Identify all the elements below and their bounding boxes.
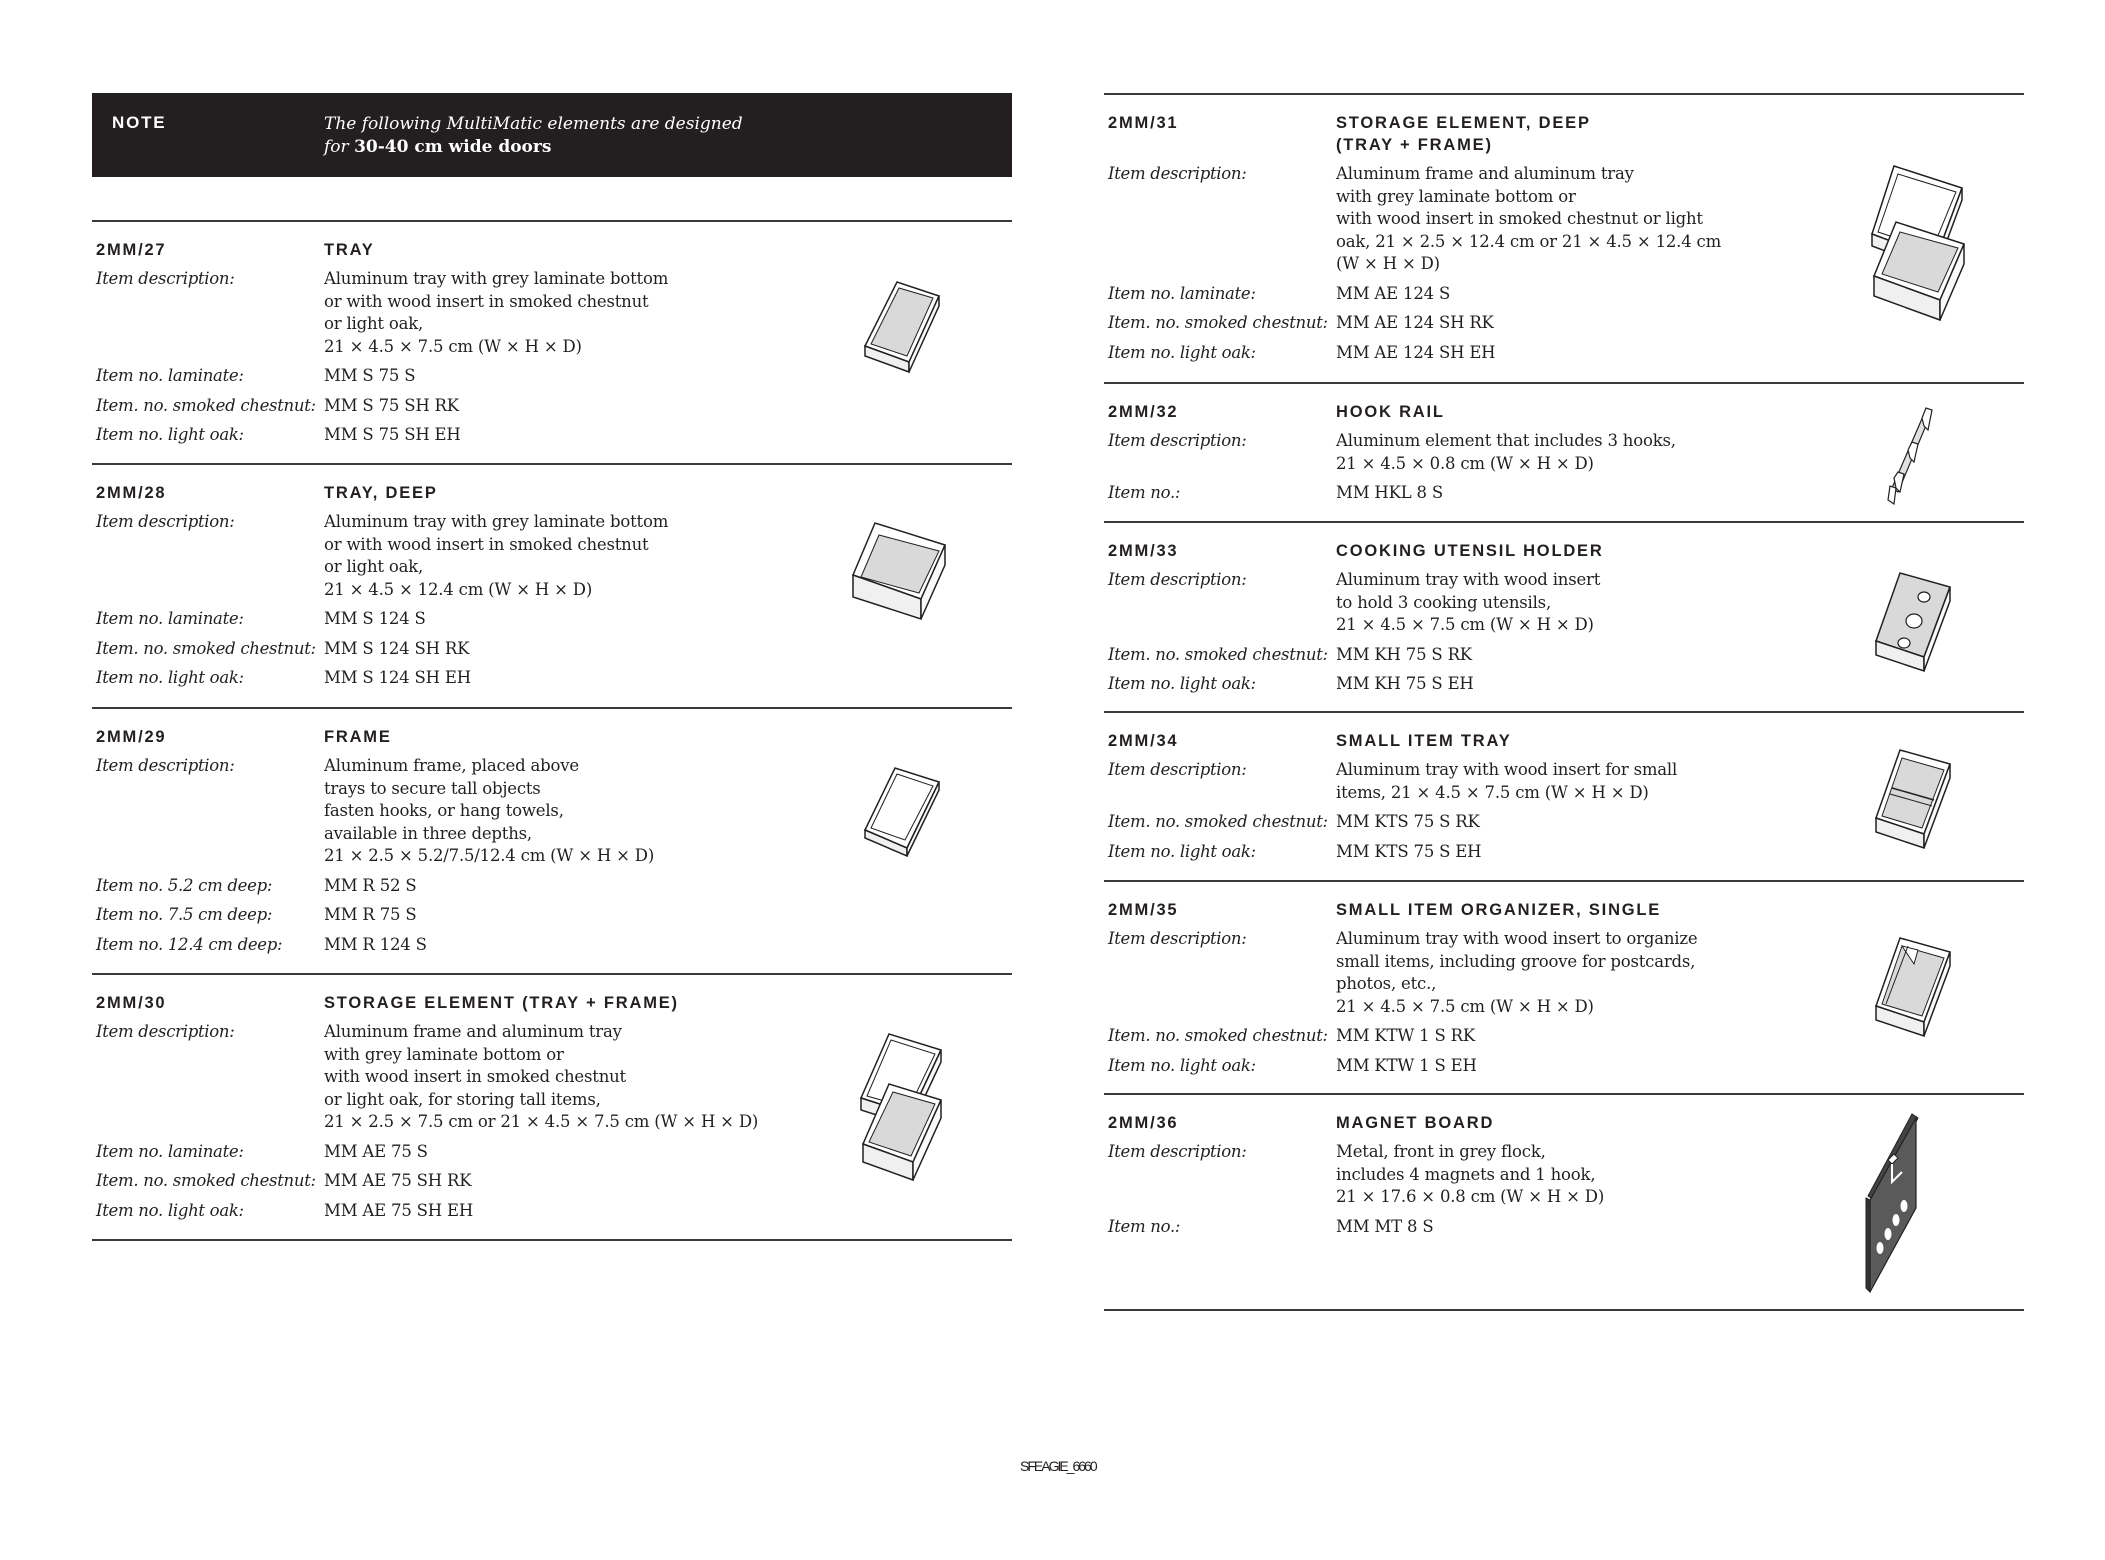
item-title: TRAY: [324, 241, 375, 259]
row-label: Item no. light oak:: [1108, 1055, 1256, 1075]
row-label: Item no. light oak:: [1108, 841, 1256, 861]
item-row: [92, 667, 1012, 690]
row-value: MM AE 75 S: [324, 1141, 428, 1161]
item-code: 2MM/31: [1108, 114, 1179, 132]
item-code: 2MM/28: [96, 484, 167, 502]
row-value: Aluminum frame, placed above trays to secure tall objects fasten hooks, or hang towels, available in three depths, 21 × 2.5 × 5.2/7.5/12.4 cm (W × H × D): [324, 756, 655, 865]
item-title: MAGNET BOARD: [1336, 1114, 1495, 1132]
item-code: 2MM/36: [1108, 1114, 1179, 1132]
row-value: MM KTW 1 S EH: [1336, 1055, 1477, 1075]
row-label: Item description:: [96, 1022, 235, 1041]
row-value: Aluminum element that includes 3 hooks, 21 × 4.5 × 0.8 cm (W × H × D): [1336, 431, 1676, 473]
storage-element-deep-icon: [1866, 160, 1966, 325]
row-value: MM MT 8 S: [1336, 1216, 1434, 1236]
row-label: Item. no. smoked chestnut:: [1108, 644, 1328, 664]
item-header: [92, 992, 1012, 1014]
item-row: [92, 395, 1012, 418]
row-label: Item. no. smoked chestnut:: [1108, 812, 1328, 831]
row-label: Item no. 12.4 cm deep:: [96, 934, 283, 954]
row-value: MM KTS 75 S RK: [1336, 812, 1480, 831]
row-value: Aluminum frame and aluminum tray with grey laminate bottom or with wood insert in smoked chestnut or light oak, 21 × 2.5 × 12.4 cm or 21 × 4.5 × 12.4 cm (W × H × D): [1336, 164, 1722, 273]
item-header: [1104, 899, 2024, 921]
row-label: Item no. light oak:: [1108, 342, 1256, 362]
row-value: MM HKL 8 S: [1336, 483, 1443, 502]
row-label: Item description:: [96, 756, 235, 775]
note-line-2-italic: for: [324, 137, 349, 157]
row-label: Item. no. smoked chestnut:: [96, 638, 316, 658]
item-code: 2MM/27: [96, 241, 167, 259]
item-code: 2MM/34: [1108, 732, 1179, 750]
item-title: HOOK RAIL: [1336, 403, 1445, 421]
row-label: Item. no. smoked chestnut:: [96, 1171, 316, 1190]
row-label: Item. no. smoked chestnut:: [1108, 1026, 1328, 1045]
row-value: Aluminum frame and aluminum tray with grey laminate bottom or with wood insert in smoked chestnut or light oak, for storing tall items, 21 × 2.5 × 7.5 cm or 21 × 4.5 × 7.5 cm (W × H × D): [324, 1022, 759, 1131]
item-title: STORAGE ELEMENT, DEEP (TRAY + FRAME): [1336, 114, 1591, 154]
row-value: Aluminum tray with grey laminate bottom or with wood insert in smoked chestnut or light oak, 21 × 4.5 × 7.5 cm (W × H × D): [324, 269, 669, 356]
item-header: [1104, 112, 2024, 156]
row-value: Aluminum tray with wood insert to hold 3 cooking utensils, 21 × 4.5 × 7.5 cm (W × H × D): [1336, 570, 1601, 634]
row-label: Item description:: [1108, 570, 1247, 589]
page-footer: SFEAGIE_6660: [1020, 1458, 1096, 1474]
item-header: [92, 482, 1012, 504]
row-value: MM AE 124 SH RK: [1336, 313, 1494, 332]
row-value: MM S 124 S: [324, 609, 426, 628]
item-title: STORAGE ELEMENT (TRAY + FRAME): [324, 994, 679, 1012]
item-code: 2MM/29: [96, 728, 167, 746]
row-label: Item no. laminate:: [96, 609, 244, 628]
magnet-board-icon: [1862, 1108, 1942, 1298]
item-row: [92, 934, 1012, 957]
item-code: 2MM/32: [1108, 403, 1179, 421]
item-code: 2MM/35: [1108, 901, 1179, 919]
row-value: MM AE 75 SH EH: [324, 1200, 474, 1220]
row-label: Item. no. smoked chestnut:: [1108, 313, 1328, 332]
item-row: [92, 1200, 1012, 1223]
frame-icon: [855, 760, 945, 860]
row-label: Item no.:: [1108, 1216, 1181, 1236]
item-title: SMALL ITEM TRAY: [1336, 732, 1512, 750]
item-row: [92, 424, 1012, 447]
row-label: Item no. light oak:: [1108, 674, 1256, 693]
item-row: [1104, 1055, 2024, 1078]
item-row: [1104, 342, 2024, 365]
storage-element-icon: [855, 1028, 950, 1188]
item-title: TRAY, DEEP: [324, 484, 438, 502]
utensil-holder-icon: [1870, 565, 1960, 675]
row-value: MM R 52 S: [324, 875, 417, 895]
item-header: [1104, 540, 2024, 562]
row-value: Aluminum tray with wood insert for small items, 21 × 4.5 × 7.5 cm (W × H × D): [1336, 760, 1678, 802]
note-line-1: The following MultiMatic elements are designed: [324, 114, 743, 134]
row-value: MM KTW 1 S RK: [1336, 1026, 1476, 1045]
item-title: SMALL ITEM ORGANIZER, SINGLE: [1336, 901, 1662, 919]
note-label: NOTE: [112, 113, 167, 132]
row-value: MM AE 124 SH EH: [1336, 342, 1496, 362]
row-label: Item description:: [1108, 164, 1247, 183]
row-label: Item no. 7.5 cm deep:: [96, 905, 273, 924]
row-value: MM S 75 SH EH: [324, 425, 461, 444]
item-code: 2MM/33: [1108, 542, 1179, 560]
row-label: Item description:: [96, 512, 235, 531]
item-code: 2MM/30: [96, 994, 167, 1012]
row-label: Item no. laminate:: [96, 1141, 244, 1161]
small-item-tray-icon: [1870, 742, 1960, 852]
row-value: MM S 75 SH RK: [324, 395, 459, 415]
row-label: Item description:: [1108, 431, 1247, 450]
row-value: MM KTS 75 S EH: [1336, 841, 1482, 861]
row-value: MM R 75 S: [324, 905, 417, 924]
item-row: [92, 875, 1012, 898]
item-row: [92, 638, 1012, 661]
row-value: MM AE 124 S: [1336, 283, 1451, 303]
item-header: [92, 726, 1012, 748]
note-text: [324, 113, 743, 159]
row-label: Item no. laminate:: [96, 366, 244, 385]
row-label: Item no. 5.2 cm deep:: [96, 875, 273, 895]
row-label: Item no. light oak:: [96, 668, 244, 687]
row-value: Aluminum tray with wood insert to organize small items, including groove for postcards, photos, etc., 21 × 4.5 × 7.5 cm (W × H × D): [1336, 929, 1698, 1016]
note-line-2-bold: 30-40 cm wide doors: [354, 137, 552, 157]
item-header: [92, 239, 1012, 261]
row-value: MM S 124 SH EH: [324, 668, 471, 687]
hook-rail-icon: [1872, 400, 1942, 510]
row-label: Item description:: [1108, 1142, 1247, 1161]
row-label: Item no. light oak:: [96, 1200, 244, 1220]
row-label: Item no.:: [1108, 483, 1181, 502]
row-value: MM S 124 SH RK: [324, 638, 470, 658]
row-value: Aluminum tray with grey laminate bottom or with wood insert in smoked chestnut or light oak, 21 × 4.5 × 12.4 cm (W × H × D): [324, 512, 669, 599]
row-value: MM KH 75 S EH: [1336, 674, 1474, 693]
item-row: [92, 904, 1012, 927]
row-value: MM R 124 S: [324, 934, 427, 954]
item-row: [1104, 673, 2024, 696]
note-box: [92, 93, 1012, 177]
row-label: Item no. light oak:: [96, 425, 244, 444]
row-value: MM AE 75 SH RK: [324, 1171, 472, 1190]
item-title: FRAME: [324, 728, 392, 746]
row-label: Item no. laminate:: [1108, 283, 1256, 303]
row-value: MM S 75 S: [324, 366, 416, 385]
row-label: Item description:: [1108, 929, 1247, 948]
row-label: Item. no. smoked chestnut:: [96, 395, 316, 415]
row-label: Item description:: [96, 269, 235, 288]
tray-icon: [855, 268, 945, 378]
item-title: COOKING UTENSIL HOLDER: [1336, 542, 1604, 560]
deep-tray-icon: [845, 515, 955, 625]
row-label: Item description:: [1108, 760, 1247, 779]
row-value: MM KH 75 S RK: [1336, 644, 1472, 664]
small-item-organizer-icon: [1870, 930, 1960, 1040]
row-value: Metal, front in grey flock, includes 4 magnets and 1 hook, 21 × 17.6 × 0.8 cm (W × H × D): [1336, 1142, 1605, 1206]
